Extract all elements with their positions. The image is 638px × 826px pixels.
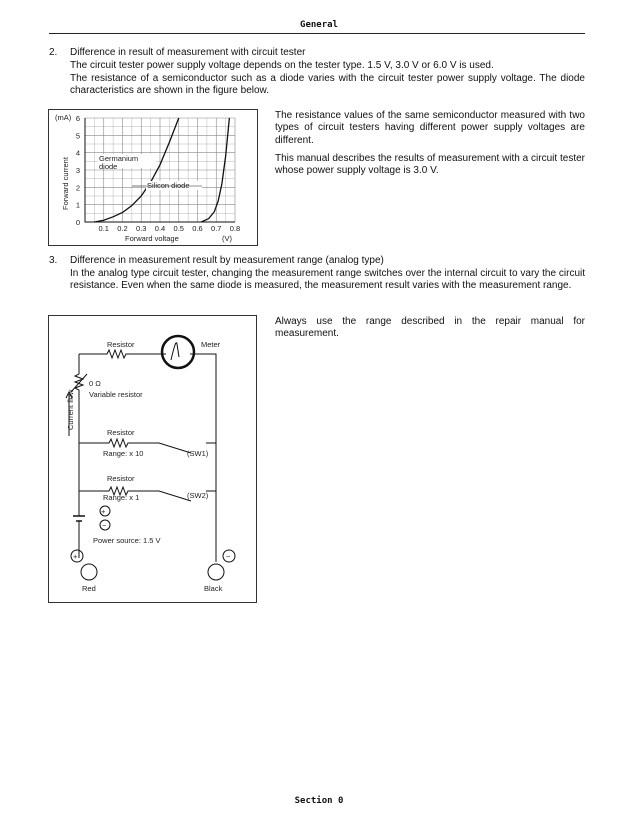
x-tick-label: 0.8 bbox=[229, 224, 241, 233]
section-2-title: Difference in result of measurement with circuit tester bbox=[70, 47, 306, 58]
battery-minus-sign: − bbox=[102, 521, 107, 530]
x-tick-label: 0.4 bbox=[154, 224, 166, 233]
header-rule bbox=[49, 33, 585, 34]
y-tick-label: 3 bbox=[75, 166, 80, 175]
sw1-label: (SW1) bbox=[187, 449, 209, 458]
section-3-side-para: Always use the range described in the repair manual for measurement. bbox=[275, 316, 585, 340]
resistor-2-label: Resistor bbox=[107, 474, 135, 483]
battery-plus-sign: + bbox=[101, 507, 106, 516]
y-tick-label: 1 bbox=[75, 200, 80, 210]
variable-arrow bbox=[71, 374, 87, 392]
germanium-label-2: diode bbox=[99, 162, 118, 171]
power-source-label: Power source: 1.5 V bbox=[93, 536, 161, 545]
black-label: Black bbox=[204, 584, 223, 593]
section-3-number: 3. bbox=[49, 255, 58, 266]
battery-symbol bbox=[73, 516, 85, 521]
page-footer: Section 0 bbox=[294, 796, 344, 806]
x-tick-label: 0.5 bbox=[173, 224, 184, 233]
section-2-line1: The circuit tester power supply voltage depends on the tester type. 1.5 V, 3.0 V or 6.0 V is used. bbox=[70, 60, 494, 71]
diode-chart-svg bbox=[49, 110, 257, 245]
circuit-svg bbox=[49, 316, 256, 602]
red-plus-sign: + bbox=[73, 552, 78, 561]
x-tick-label: 0.3 bbox=[136, 224, 147, 233]
red-probe bbox=[81, 564, 97, 580]
section-2-side-para1: The resistance values of the same semiconductor measured with two types of circuit testers having different power supply voltages are different. bbox=[275, 110, 585, 146]
variable-resistor-label: Variable resistor bbox=[89, 390, 143, 399]
sw2-label: (SW2) bbox=[187, 491, 209, 500]
range-1-label: Range: x 10 bbox=[103, 449, 144, 458]
y-axis-label: Forward current bbox=[61, 157, 70, 210]
x-tick-label: 0.6 bbox=[192, 224, 203, 233]
black-minus-sign: − bbox=[226, 552, 231, 561]
y-tick-label: 5 bbox=[75, 131, 80, 141]
x-unit-label: (V) bbox=[222, 234, 232, 243]
y-tick-label: 6 bbox=[75, 114, 80, 123]
x-axis-label: Forward voltage bbox=[125, 234, 179, 243]
resistor-top-label: Resistor bbox=[107, 340, 135, 349]
meter-label: Meter bbox=[201, 340, 221, 349]
silicon-label: Silicon diode bbox=[147, 181, 190, 190]
x-tick-label: 0.7 bbox=[211, 224, 222, 233]
y-tick-label: 2 bbox=[75, 183, 80, 193]
black-probe bbox=[208, 564, 224, 580]
page-header: General bbox=[300, 20, 338, 30]
variable-resistor bbox=[75, 354, 83, 516]
current-flow-label: Current flow bbox=[66, 389, 75, 430]
red-label: Red bbox=[82, 584, 96, 593]
circuit-diagram bbox=[48, 315, 257, 603]
zero-ohm-label: 0 Ω bbox=[89, 379, 101, 388]
right-wire bbox=[190, 354, 216, 562]
y-tick-label: 0 bbox=[75, 218, 80, 227]
germanium-label-line: Germanium bbox=[99, 154, 139, 163]
y-tick-label: 4 bbox=[75, 148, 80, 158]
section-2-line2: The resistance of a semiconductor such as a diode varies with the circuit tester power supply voltage. The diode characteristics are shown in the figure below. bbox=[70, 73, 585, 97]
resistor-1-label: Resistor bbox=[107, 428, 135, 437]
section-3-line1: In the analog type circuit tester, changing the measurement range switches over the internal circuit to vary the circuit resistance. Even when the same diode is measured, the measurement result varies with the measurement range. bbox=[70, 268, 585, 292]
x-tick-label: 0.2 bbox=[117, 224, 128, 233]
x-tick-label: 0.1 bbox=[98, 224, 109, 233]
section-2-side-para2: This manual describes the results of measurement with a circuit tester whose power supply voltage is 3.0 V. bbox=[275, 153, 585, 177]
diode-chart bbox=[48, 109, 258, 246]
meter-needle bbox=[171, 343, 179, 360]
section-3-title: Difference in measurement result by measurement range (analog type) bbox=[70, 255, 384, 266]
top-resistor bbox=[79, 350, 166, 358]
section-2-number: 2. bbox=[49, 47, 58, 58]
range-2-label: Range: x 1 bbox=[103, 493, 140, 502]
y-unit-label: (mA) bbox=[55, 113, 72, 122]
